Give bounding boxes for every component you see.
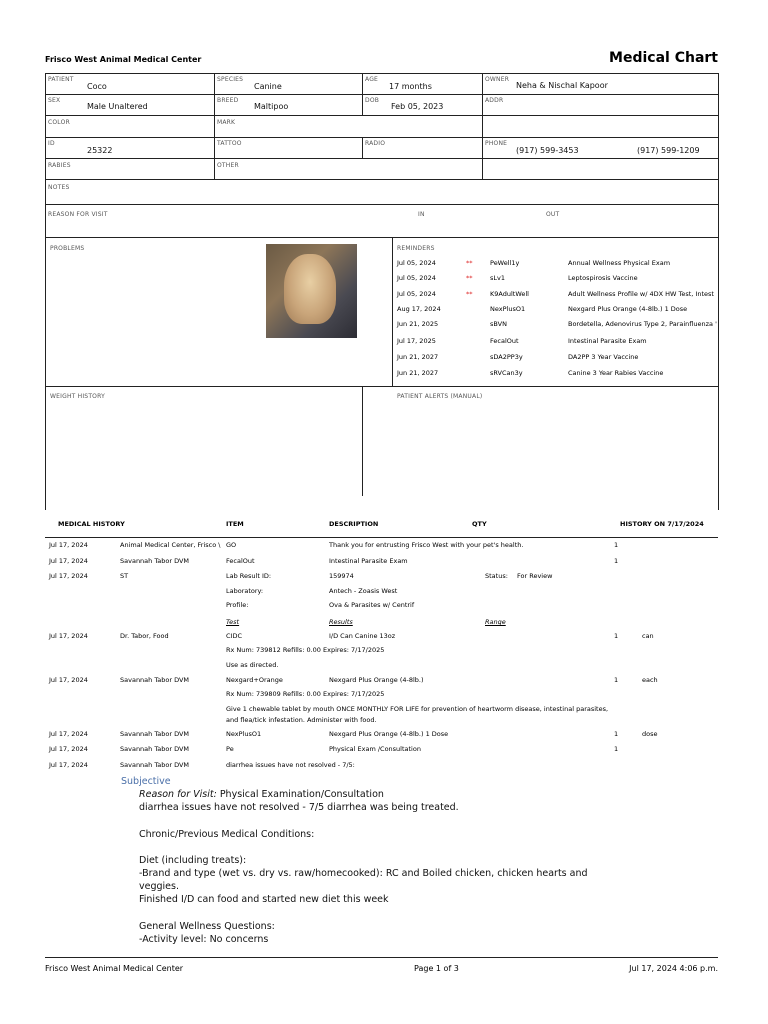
history-item: CIDC [226,632,242,640]
soap-line: General Wellness Questions: [139,921,275,932]
rx-note: Use as directed. [226,661,279,669]
id-value: 25322 [87,146,113,155]
history-item: Pe [226,745,234,753]
history-qty: 1 [614,541,619,549]
footer-clinic: Frisco West Animal Medical Center [45,964,184,973]
history-date: Jul 17, 2024 [49,632,88,640]
rx-note: and flea/tick infestation. Administer with food. [226,716,377,724]
soap-line: Diet (including treats): [139,855,247,866]
history-item: FecalOut [226,557,255,565]
history-provider: ST [120,572,129,580]
breed-value: Maltipoo [254,102,289,111]
breed-label: BREED [217,97,239,104]
description-header: DESCRIPTION [329,520,379,528]
id-label: ID [48,140,55,147]
patient-label: PATIENT [48,76,74,83]
in-label: IN [418,211,425,218]
reminders-label: REMINDERS [397,245,435,252]
history-description: 159974 [329,572,354,580]
history-item: Nexgard+Orange [226,676,283,684]
soap-line: Finished I/D can food and started new diet this week [139,894,389,905]
rx-details: Rx Num: 739812 Refills: 0.00 Expires: 7/17/2025 [226,646,385,654]
history-date: Jul 17, 2024 [49,676,88,684]
age-label: AGE [365,76,379,83]
tattoo-label: TATTOO [217,140,242,147]
soap-line: diarrhea issues have not resolved - 7/5 diarrhea was being treated. [139,802,459,813]
lab-status-value: For Review [517,572,553,580]
history-unit: each [642,676,658,684]
profile-label: Profile: [226,601,249,609]
history-unit: can [642,632,654,640]
history-item: Lab Result ID: [226,572,272,580]
history-date-header: HISTORY ON 7/17/2024 [620,520,704,528]
history-item: diarrhea issues have not resolved - 7/5: [226,761,355,769]
problems-label: PROBLEMS [50,245,85,252]
item-header: ITEM [226,520,244,528]
history-item: NexPlusO1 [226,730,262,738]
laboratory-value: Antech - Zoasis West [329,587,398,595]
reason-for-visit-label: Reason for Visit: [139,789,217,800]
sex-label: SEX [48,97,61,104]
history-qty: 1 [614,632,619,640]
history-date: Jul 17, 2024 [49,761,88,769]
species-label: SPECIES [217,76,244,83]
addr-label: ADDR [485,97,504,104]
history-date: Jul 17, 2024 [49,730,88,738]
medical-history-header: MEDICAL HISTORY [58,520,125,528]
reason-for-visit-value: Physical Examination/Consultation [216,789,384,800]
history-date: Jul 17, 2024 [49,541,88,549]
soap-line: -Activity level: No concerns [139,934,269,945]
owner-value: Neha & Nischal Kapoor [516,81,608,90]
lab-status-label: Status: [485,572,508,580]
clinic-name: Frisco West Animal Medical Center [45,55,202,64]
weight-history-label: WEIGHT HISTORY [50,393,105,400]
history-description: Nexgard Plus Orange (4-8lb.) 1 Dose [329,730,449,738]
range-column-label: Range [485,618,506,626]
rabies-label: RABIES [48,162,71,169]
history-provider: Savannah Tabor DVM [120,676,190,684]
print-timestamp: Jul 17, 2024 4:06 p.m. [629,964,718,973]
profile-value: Ova & Parasites w/ Centrif [329,601,415,609]
history-description: Thank you for entrusting Frisco West with your pet's health. [329,541,524,549]
history-qty: 1 [614,730,619,738]
history-provider: Savannah Tabor DVM [120,730,190,738]
reason-for-visit [139,789,384,800]
qty-header: QTY [472,520,487,528]
dob-value: Feb 05, 2023 [391,102,444,111]
patient-name: Coco [87,82,107,91]
results-column-label: Results [329,618,353,626]
test-column-label: Test [226,618,240,626]
history-description: Physical Exam /Consultation [329,745,421,753]
owner-label: OWNER [485,76,510,83]
history-provider: Savannah Tabor DVM [120,761,190,769]
patient-photo [266,244,357,338]
reason-label: REASON FOR VISIT [48,211,108,218]
dob-label: DOB [365,97,380,104]
page-number: Page 1 of 3 [414,964,459,973]
mark-label: MARK [217,119,236,126]
history-qty: 1 [614,745,619,753]
patient-alerts-label: PATIENT ALERTS (MANUAL) [397,393,483,400]
history-description: I/D Can Canine 13oz [329,632,396,640]
rx-note: Give 1 chewable tablet by mouth ONCE MONTHLY FOR LIFE for prevention of heartworm disease, intestinal parasites, [226,705,609,713]
subjective-heading: Subjective [121,776,171,787]
document-title: Medical Chart [609,50,718,66]
history-provider: Animal Medical Center, Frisco \ [120,541,221,549]
history-qty: 1 [614,557,619,565]
phone-primary: (917) 599-3453 [516,146,579,155]
age-value: 17 months [389,82,432,91]
history-provider: Dr. Tabor, Food [120,632,169,640]
history-description: Intestinal Parasite Exam [329,557,408,565]
species-value: Canine [254,82,282,91]
history-date: Jul 17, 2024 [49,557,88,565]
soap-line: Chronic/Previous Medical Conditions: [139,829,315,840]
history-item: GO [226,541,237,549]
soap-line: veggies. [139,881,179,892]
phone-label: PHONE [485,140,508,147]
other-label: OTHER [217,162,239,169]
history-date: Jul 17, 2024 [49,572,88,580]
color-label: COLOR [48,119,70,126]
history-provider: Savannah Tabor DVM [120,745,190,753]
laboratory-label: Laboratory: [226,587,264,595]
history-date: Jul 17, 2024 [49,745,88,753]
sex-value: Male Unaltered [87,102,148,111]
notes-label: NOTES [48,184,70,191]
out-label: OUT [546,211,560,218]
history-description: Nexgard Plus Orange (4-8lb.) [329,676,424,684]
phone-secondary: (917) 599-1209 [637,146,700,155]
history-unit: dose [642,730,658,738]
rx-details: Rx Num: 739809 Refills: 0.00 Expires: 7/17/2025 [226,690,385,698]
history-provider: Savannah Tabor DVM [120,557,190,565]
history-qty: 1 [614,676,619,684]
radio-label: RADIO [365,140,386,147]
soap-line: -Brand and type (wet vs. dry vs. raw/homecooked): RC and Boiled chicken, chicken hearts and [139,868,588,879]
